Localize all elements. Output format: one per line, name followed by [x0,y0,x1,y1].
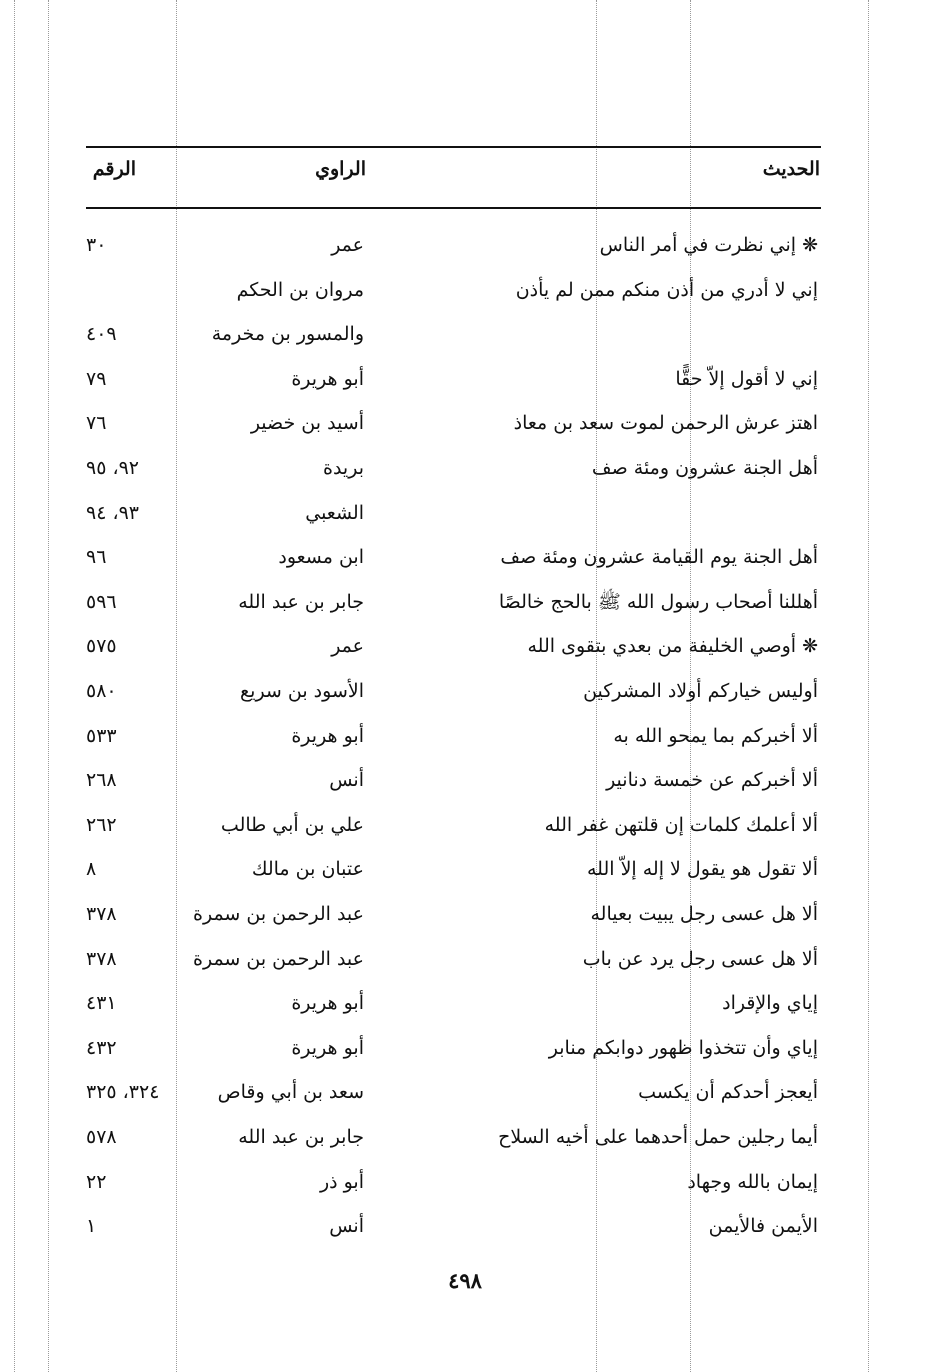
hadith-label: أيما رجلين حمل أحدهما على أخيه السلاح [498,1126,818,1148]
hadith-number: ٣٧٨ [86,947,117,970]
narrator-text: جابر بن عبد الله [238,590,364,613]
hadith-text [516,275,818,305]
hadith-label: إني لا أقول إلاّ حقًّا [675,367,818,390]
narrator-text: عمر [331,635,364,658]
hadith-text [583,676,818,706]
hadith-label: الأيمن فالأيمن [708,1215,818,1238]
header-hadith: الحديث [762,158,820,180]
hadith-label: أهل الجنة عشرون ومئة صف [591,457,818,479]
hadith-text [545,810,818,840]
hadith-label: ألا تقول هو يقول لا إله إلاّ الله [586,858,818,881]
table-row [0,319,930,359]
table-row [0,275,930,315]
hadith-number: ٩٦ [86,546,107,569]
table-row [0,364,930,404]
header-top-rule [86,146,821,148]
hadith-text [600,230,818,260]
narrator-text: أبو هريرة [291,1036,364,1059]
hadith-text [687,1167,818,1197]
hadith-number: ٤٣١ [86,992,117,1015]
hadith-text [587,854,818,884]
narrator-text: أبو هريرة [291,992,364,1015]
table-row [0,631,930,671]
narrator-text: أبو ذر [319,1170,364,1193]
hadith-number: ٢٦٢ [86,813,117,836]
narrator-text: أسيد بن خضير [250,412,364,435]
hadith-number: ٤٣٢ [86,1036,117,1059]
hadith-number: ٩٢، ٩٥ [86,457,140,479]
hadith-number: ٣٠ [86,234,107,256]
hadith-text [592,453,818,483]
narrator-text: أبو هريرة [291,367,364,390]
hadith-label: أوليس خياركم أولاد المشركين [583,680,818,702]
hadith-text [709,1211,818,1241]
table-row [0,854,930,894]
hadith-label: ألا هل عسى رجل يبيت بعياله [590,903,818,925]
table-row [0,408,930,448]
hadith-label: ألا أخبركم بما يمحو الله به [613,724,818,747]
hadith-text [549,1033,818,1063]
hadith-text [527,631,818,661]
hadith-text [514,408,818,438]
header-number: الرقم [92,158,136,180]
hadith-label: ألا هل عسى رجل يرد عن باب [582,947,818,970]
narrator-text: أبو هريرة [291,724,364,747]
hadith-text [498,1122,818,1152]
hadith-label: أهللنا أصحاب رسول الله ﷺ بالحج خالصًا [498,590,818,613]
narrator-text: ابن مسعود [278,546,364,569]
hadith-number: ٢٦٨ [86,769,117,792]
table-row [0,899,930,939]
hadith-number: ٤٠٩ [86,323,117,346]
narrator-text: الشعبي [305,501,364,524]
narrator-text: أنس [329,1215,364,1238]
hadith-text [499,587,818,617]
table-row [0,1211,930,1251]
hadith-text [613,721,818,751]
hadith-number: ١ [86,1215,97,1238]
hadith-number: ٣٧٨ [86,903,117,925]
hadith-label: ألا أعلمك كلمات إن قلتهن غفر الله [544,813,818,836]
header-rawi: الراوي [315,158,366,180]
hadith-number: ٢٢ [86,1170,107,1193]
narrator-text: والمسور بن مخرمة [211,323,364,346]
star-mark-icon: ❋ [802,234,818,256]
hadith-label: أوصي الخليفة من بعدي بتقوى الله [527,635,797,658]
hadith-label: إني لا أدري من أذن منكم ممن لم يأذن [515,278,818,301]
narrator-text: جابر بن عبد الله [238,1126,364,1148]
table-row [0,453,930,493]
table-row [0,1033,930,1073]
hadith-label: إني نظرت في أمر الناس [599,234,797,256]
narrator-text: بريدة [323,457,364,479]
hadith-number: ٥٧٥ [86,635,117,658]
narrator-text: عمر [331,234,364,256]
narrator-text: سعد بن أبي وقاص [217,1081,364,1104]
star-mark-icon: ❋ [802,635,818,658]
table-row [0,498,930,538]
hadith-text [722,988,818,1018]
hadith-text [590,899,818,929]
hadith-number: ٩٣، ٩٤ [86,501,140,524]
hadith-label: إياي وأن تتخذوا ظهور دوابكم منابر [548,1036,818,1059]
table-row [0,810,930,850]
narrator-text: عتبان بن مالك [251,858,364,881]
table-row [0,721,930,761]
hadith-number: ٥٨٠ [86,680,117,702]
table-row [0,230,930,270]
narrator-text: أنس [329,769,364,792]
hadith-number: ٥٩٦ [86,590,117,613]
table-row [0,944,930,984]
table-row [0,765,930,805]
hadith-label: إياي والإقراد [722,992,818,1015]
hadith-number: ٧٦ [86,412,107,435]
hadith-label: اهتز عرش الرحمن لموت سعد بن معاذ [513,412,818,435]
narrator-text: الأسود بن سريع [240,680,364,702]
hadith-text [606,765,818,795]
hadith-number: ٥٣٣ [86,724,117,747]
table-header [0,158,930,192]
hadith-text [638,1077,818,1107]
narrator-text: عبد الرحمن بن سمرة [193,947,364,970]
table-row [0,1167,930,1207]
table-row [0,988,930,1028]
table-row [0,1077,930,1117]
narrator-text: علي بن أبي طالب [220,813,364,836]
hadith-text [500,542,818,572]
hadith-number: ٧٩ [86,367,107,390]
table-row [0,542,930,582]
hadith-text [675,364,818,394]
hadith-label: ألا أخبركم عن خمسة دنانير [606,769,818,792]
narrator-text: مروان بن الحكم [236,278,364,301]
table-row [0,676,930,716]
table-row [0,587,930,627]
narrator-text: عبد الرحمن بن سمرة [193,903,364,925]
hadith-number: ٣٢٤، ٣٢٥ [86,1081,160,1104]
hadith-label: أيعجز أحدكم أن يكسب [638,1081,818,1104]
hadith-text [583,944,818,974]
table-row [0,1122,930,1162]
hadith-number: ٨ [86,858,97,881]
page-number: ٤٩٨ [448,1268,482,1293]
hadith-number: ٥٧٨ [86,1126,117,1148]
hadith-label: أهل الجنة يوم القيامة عشرون ومئة صف [500,546,818,569]
hadith-label: إيمان بالله وجهاد [687,1170,818,1193]
header-bottom-rule [86,207,821,209]
